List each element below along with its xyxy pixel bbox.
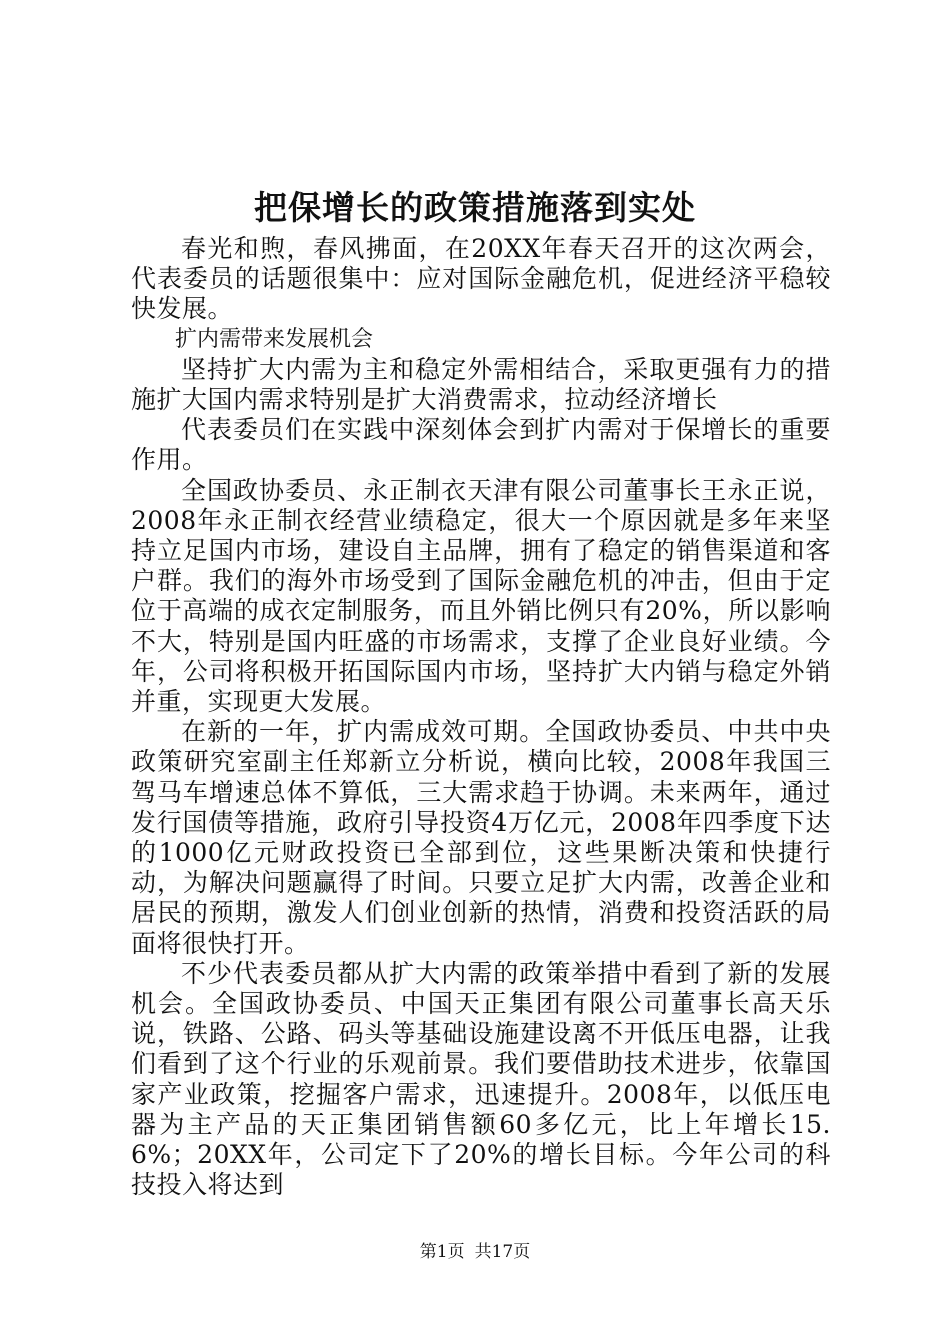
paragraph-policy: 坚持扩大内需为主和稳定外需相结合，采取更强有力的措施扩大国内需求特别是扩大消费需求，拉动经济增长 [131,354,831,415]
paragraph-zheng-xinli: 在新的一年，扩内需成效可期。全国政协委员、中共中央政策研究室副主任郑新立分析说，横向比较，2008年我国三驾马车增速总体不算低，三大需求趋于协调。未来两年，通过发行国债等措施，政府引导投资4万亿元，2008年四季度下达的1000亿元财政投资已全部到位，这些果断决策和快捷行动，为解决问题赢得了时间。只要立足扩大内需，改善企业和居民的预期，激发人们创业创新的热情，消费和投资活跃的局面将很快打开。 [131,717,831,958]
section-heading: 扩内需带来发展机会 [175,326,374,352]
paragraph-intro: 春光和煦，春风拂面，在20XX年春天召开的这次两会，代表委员的话题很集中：应对国际金融危机，促进经济平稳较快发展。 [131,234,831,324]
page-total: 共17页 [474,1242,531,1262]
paragraph-delegates: 代表委员们在实践中深刻体会到扩内需对于保增长的重要作用。 [131,415,831,475]
document-body [131,234,831,1201]
document-title: 把保增长的政策措施落到实处 [254,188,696,227]
page-number: 第1页 [419,1242,465,1262]
paragraph-wang-yongzheng: 全国政协委员、永正制衣天津有限公司董事长王永正说，2008年永正制衣经营业绩稳定，很大一个原因就是多年来坚持立足国内市场，建设自主品牌，拥有了稳定的销售渠道和客户群。我们的海外市场受到了国际金融危机的冲击，但由于定位于高端的成衣定制服务，而且外销比例只有20%，所以影响不大，特别是国内旺盛的市场需求，支撑了企业良好业绩。今年，公司将积极开拓国际国内市场，坚持扩大内销与稳定外销并重，实现更大发展。 [131,475,831,717]
paragraph-gao-tianle: 不少代表委员都从扩大内需的政策举措中看到了新的发展机会。全国政协委员、中国天正集团有限公司董事长高天乐说，铁路、公路、码头等基础设施建设离不开低压电器，让我们看到了这个行业的乐观前景。我们要借助技术进步，依靠国家产业政策，挖掘客户需求，迅速提升。2008年，以低压电器为主产品的天正集团销售额60多亿元，比上年增长15.6%；20XX年，公司定下了20%的增长目标。今年公司的科技投入将达到 [131,958,831,1200]
page-footer [0,1240,950,1264]
